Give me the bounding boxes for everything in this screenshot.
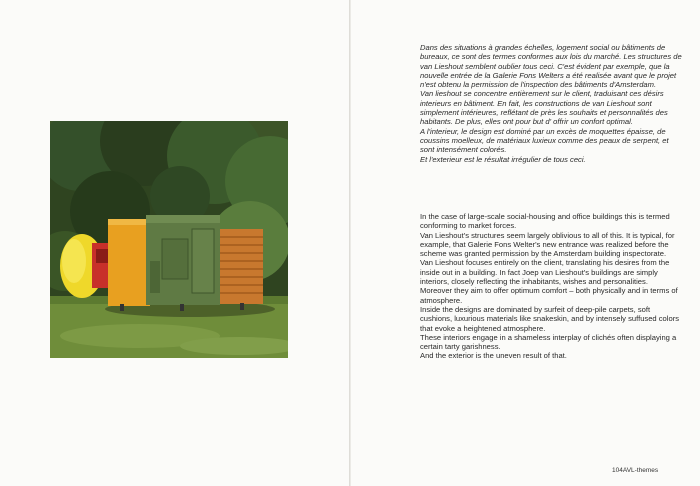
french-paragraph: Et l'exterieur est le résultat irrégulier de tous ceci. (420, 154, 586, 164)
english-paragraph: In the case of large-scale social-housing and office buildings this is termed conforming to market forces. (420, 212, 670, 231)
french-paragraph: Dans des situations à grandes échelles, logement social ou bâtiments de bureaux, ce sont des termes conformes aux lois du marché. Les structures de van Lieshout semblent oublier tous ceci. C'est évident par exemple, que la nouvelle entrée de la Galerie Fons Welters a été realisée avant que le projet n'est obtenu la permission de l'inspection des bâtiments d'Amsterdam. (420, 43, 682, 90)
sculpture-photo (50, 121, 288, 358)
english-paragraph: And the exterior is the uneven result of that. (420, 351, 567, 361)
french-text-block (420, 43, 682, 164)
french-paragraph: A l'interieur, le design est dominé par un excès de moquettes épaisse, de coussins moelleux, de matériaux luxieux comme des peaux de serpent, et sont intensément colorés. (420, 126, 669, 155)
french-paragraph: Van lieshout se concentre entièrement sur le client, traduisant ces désirs interieurs en bâtiment. En fait, les constructions de van Lieshout sont simplement intérieures, reflétant de près les souhaits et personnalités des habitants. De plus, elles ont pour but d' offrir un confort optimal. (420, 89, 668, 127)
left-page (0, 0, 349, 486)
english-paragraph: Van Lieshout's structures seem largely oblivious to all of this. It is typical, for example, that Galerie Fons Welter's new entrance was realized before the scheme was granted permission by the Amsterdam building inspectorate. (420, 230, 675, 259)
english-paragraph: These interiors engage in a shameless interplay of clichés often displaying a certain tarty garishness. (420, 332, 677, 352)
english-paragraph: Van Lieshout focuses entirely on the client, translating his desires from the inside out in a building. In fact Joep van Lieshout's buildings are simply interiors, closely reflecting the inhabitants, wishes and personalities. Moreover they aim to offer optimum comfort – both physically and in terms of atmosphere. (420, 258, 678, 305)
english-text-block (420, 212, 682, 361)
page-folio: 104AVL-themes (612, 467, 659, 474)
english-paragraph: Inside the designs are dominated by surfeit of deep-pile carpets, soft cushions, luxurious materials like snakeskin, and by intensely suffused colors that evoke a heightened atmosphere. (420, 304, 680, 333)
